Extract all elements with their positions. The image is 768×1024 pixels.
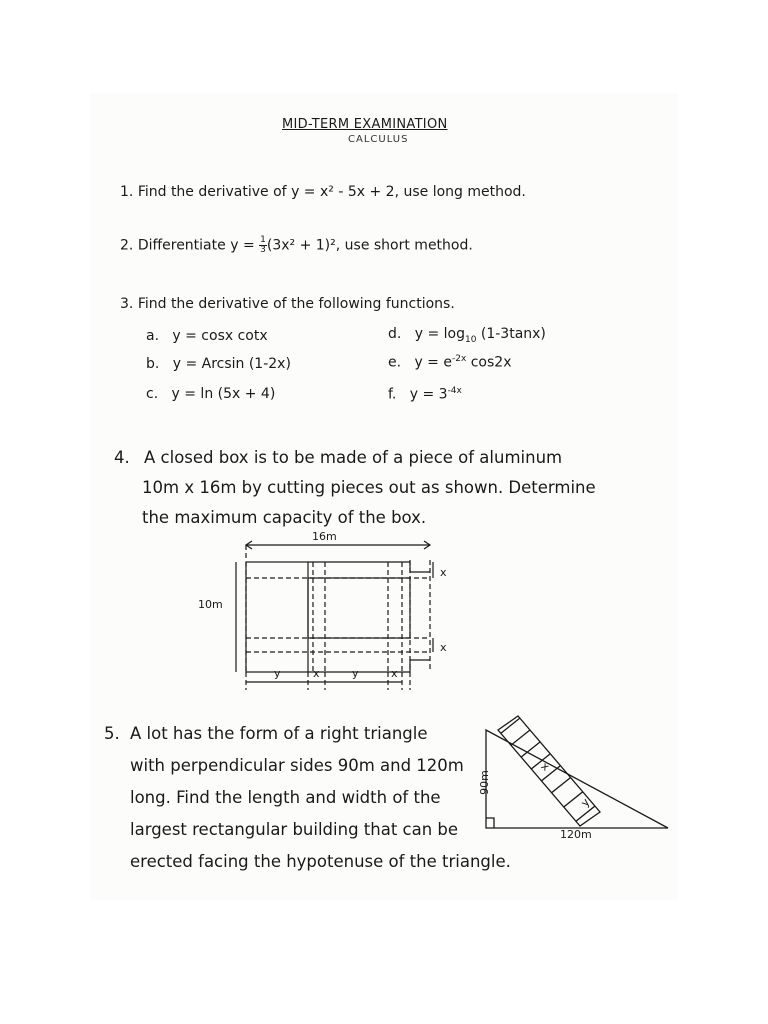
question-1 (120, 184, 526, 200)
q2-instruction: , use short method. (335, 237, 473, 254)
q3-item-d (388, 326, 546, 345)
q3-d-post: (1-3tanx) (476, 326, 546, 342)
question-3 (120, 296, 455, 312)
q5-line-4: largest rectangular building that can be (130, 820, 459, 839)
box-x-label-bottom: x (440, 641, 447, 654)
q4-number: 4. (114, 448, 130, 467)
q3-item-f (388, 386, 462, 403)
q3-d-pre: y = log (414, 326, 465, 342)
q3-e-pre: y = e (414, 354, 452, 371)
triangle-vertical-label: 90m (477, 770, 491, 795)
exam-subtitle: CALCULUS (348, 134, 409, 145)
q5-line-1: A lot has the form of a right triangle (130, 724, 428, 743)
q3-f-label: f. (388, 386, 397, 403)
q3-e-post: cos2x (466, 354, 512, 371)
q3-item-c (146, 386, 275, 402)
exam-title: MID-TERM EXAMINATION (282, 117, 448, 132)
box-bottom-y1: y (274, 667, 281, 680)
box-bottom-x1: x (313, 667, 320, 680)
q5-line-5: erected facing the hypotenuse of the triangle. (130, 852, 511, 871)
q3-c-expr: y = ln (5x + 4) (171, 386, 276, 402)
box-width-label: 16m (312, 530, 337, 543)
q2-expr: (3x² + 1)² (266, 237, 336, 254)
q5-line-3: long. Find the length and width of the (130, 788, 441, 807)
triangle-horizontal-label: 120m (560, 828, 592, 841)
q3-f-pre: y = 3 (409, 386, 448, 403)
triangle-y-label: y (578, 795, 593, 810)
q2-lhs: y = (230, 237, 255, 254)
q1-number: 1. (120, 184, 134, 200)
q4-line-1: A closed box is to be made of a piece of aluminum (144, 448, 563, 467)
q2-frac-den: 3 (260, 245, 266, 255)
q3-e-label: e. (388, 354, 402, 371)
q5-line-2: with perpendicular sides 90m and 120m (130, 756, 464, 775)
q4-line-3: the maximum capacity of the box. (142, 508, 427, 527)
box-x-label-top: x (440, 566, 447, 579)
q4-line-2: 10m x 16m by cutting pieces out as shown. Determine (142, 478, 596, 497)
triangle-x-label: x (538, 759, 552, 774)
q2-frac-num: 1 (260, 235, 266, 245)
box-bottom-x2: x (391, 667, 398, 680)
q3-item-b (146, 356, 291, 372)
q3-e-sup: -2x (451, 354, 467, 364)
question-2 (120, 236, 473, 255)
box-bottom-y2: y (352, 667, 359, 680)
q3-d-sub: 10 (464, 334, 477, 345)
q3-b-expr: y = Arcsin (1-2x) (172, 356, 291, 372)
q3-d-label: d. (388, 326, 402, 342)
q3-b-label: b. (146, 356, 160, 372)
q5-number: 5. (104, 724, 120, 743)
q3-c-label: c. (146, 386, 159, 402)
q3-a-expr: y = cosx cotx (172, 328, 268, 344)
q1-instruction: , use long method. (394, 184, 526, 200)
q3-f-sup: -4x (447, 386, 462, 396)
q3-text: Find the derivative of the following functions. (137, 296, 455, 312)
q3-a-label: a. (146, 328, 160, 344)
q3-item-e (388, 354, 511, 371)
q2-number: 2. (120, 237, 134, 254)
box-height-label: 10m (198, 598, 223, 611)
q3-item-a (146, 328, 268, 344)
q2-fraction (259, 236, 267, 255)
q2-text: Differentiate (137, 237, 226, 254)
q3-number: 3. (120, 296, 134, 312)
q1-text: Find the derivative of (137, 184, 287, 200)
q1-equation: y = x² - 5x + 2 (291, 184, 395, 200)
